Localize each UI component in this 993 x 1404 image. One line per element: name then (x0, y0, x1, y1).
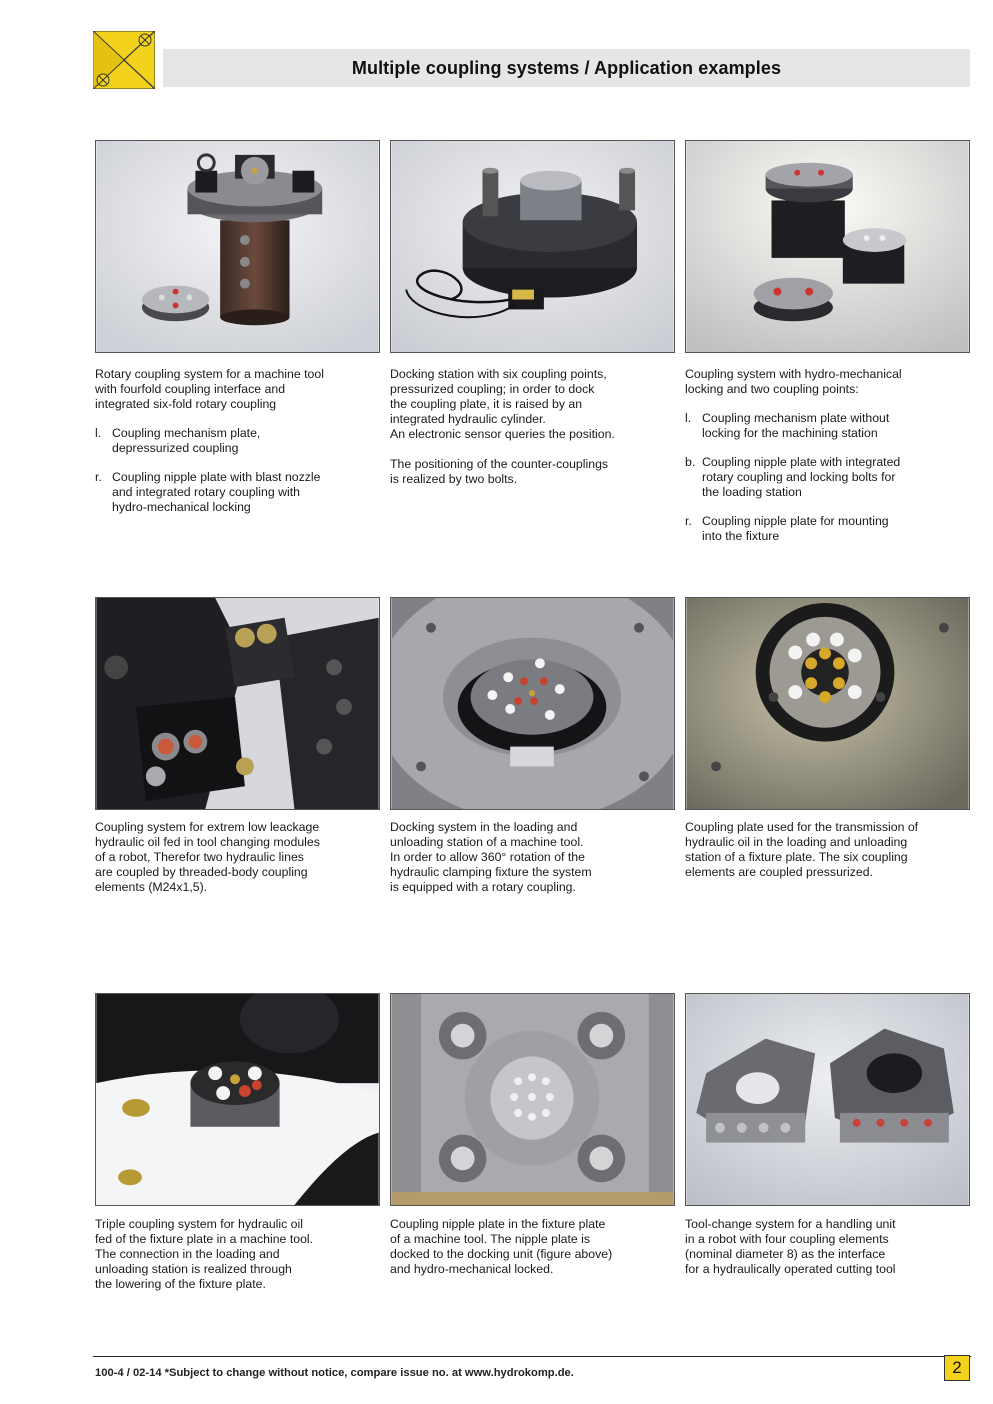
caption-item: r. Coupling nipple plate for mounting into the fixture (685, 514, 889, 543)
caption-item: r. Coupling nipple plate with blast nozzle and integrated rotary coupling with hydro-mechanical locking (95, 470, 321, 514)
page-title: Multiple coupling systems / Application examples (351, 57, 782, 78)
robot-coupling-photo (95, 597, 380, 810)
docking-loading-photo (390, 597, 675, 810)
caption-docking-loading: Docking system in the loading and unloading station of a machine tool. In order to allow 360° rotation of the hydraulic clamping fixture the system is equipped with a rotary coupling. (390, 820, 592, 894)
footer-divider (93, 1356, 971, 1357)
caption-item: l. Coupling mechanism plate without locking for the machining station (685, 411, 890, 440)
title-bar (163, 49, 970, 87)
hydro-mechanical-coupling-photo (685, 140, 970, 353)
triple-coupling-photo (95, 993, 380, 1206)
caption-item: b. Coupling nipple plate with integrated rotary coupling and locking bolts for the loading station (685, 455, 901, 499)
caption-docking-station: Docking station with six coupling points, pressurized coupling; in order to dock the coupling plate, it is raised by an integrated hydraulic cylinder. An electronic sensor queries the position. The positioning of the counter-couplings is realized by two bolts. (390, 367, 615, 486)
nipple-plate-photo (390, 993, 675, 1206)
caption-hydro-mechanical: Coupling system with hydro-mechanical locking and two coupling points: l. Coupling mechanism plate without locking for the machining station b. Coupling nipple plate with integrated rotary coupling and locking bolts for the loading station r. Coupling nipple plate for mounting into the fixture (685, 367, 970, 544)
coupling-plate-photo (685, 597, 970, 810)
caption-robot-coupling: Coupling system for extrem low leackage hydraulic oil fed in tool changing modules of a robot, Therefor two hydraulic lines are coupled by threaded-body coupling elements (M24x1,5). (95, 820, 320, 894)
rotary-coupling-photo (95, 140, 380, 353)
caption-coupling-plate: Coupling plate used for the transmission of hydraulic oil in the loading and unloading station of a fixture plate. The six coupling elements are coupled pressurized. (685, 820, 919, 879)
caption-triple-coupling: Triple coupling system for hydraulic oil fed of the fixture plate in a machine tool. The connection in the loading and unloading station is realized through the lowering of the fixture plate. (95, 1217, 314, 1291)
company-logo (93, 31, 155, 89)
page-number: 2 (944, 1355, 970, 1381)
caption-nipple-plate: Coupling nipple plate in the fixture plate of a machine tool. The nipple plate is docked to the docking unit (figure above) and hydro-mechanical locked. (390, 1217, 613, 1276)
caption-rotary-coupling: Rotary coupling system for a machine tool with fourfold coupling interface and integrated six-fold rotary coupling l. Coupling mechanism plate, depressurized coupling r. Coupling nipple plate with blast nozzle and integrated rotary coupling with hydro-mechanical locking (95, 367, 380, 515)
footer-text: 100-4 / 02-14 *Subject to change without notice, compare issue no. at www.hydrokomp.de. (95, 1367, 574, 1379)
docking-station-photo (390, 140, 675, 353)
caption-item: l. Coupling mechanism plate, depressurized coupling (95, 426, 261, 455)
tool-change-photo (685, 993, 970, 1206)
caption-tool-change: Tool-change system for a handling unit in a robot with four coupling elements (nominal diameter 8) as the interface for a hydraulically operated cutting tool (685, 1217, 896, 1276)
